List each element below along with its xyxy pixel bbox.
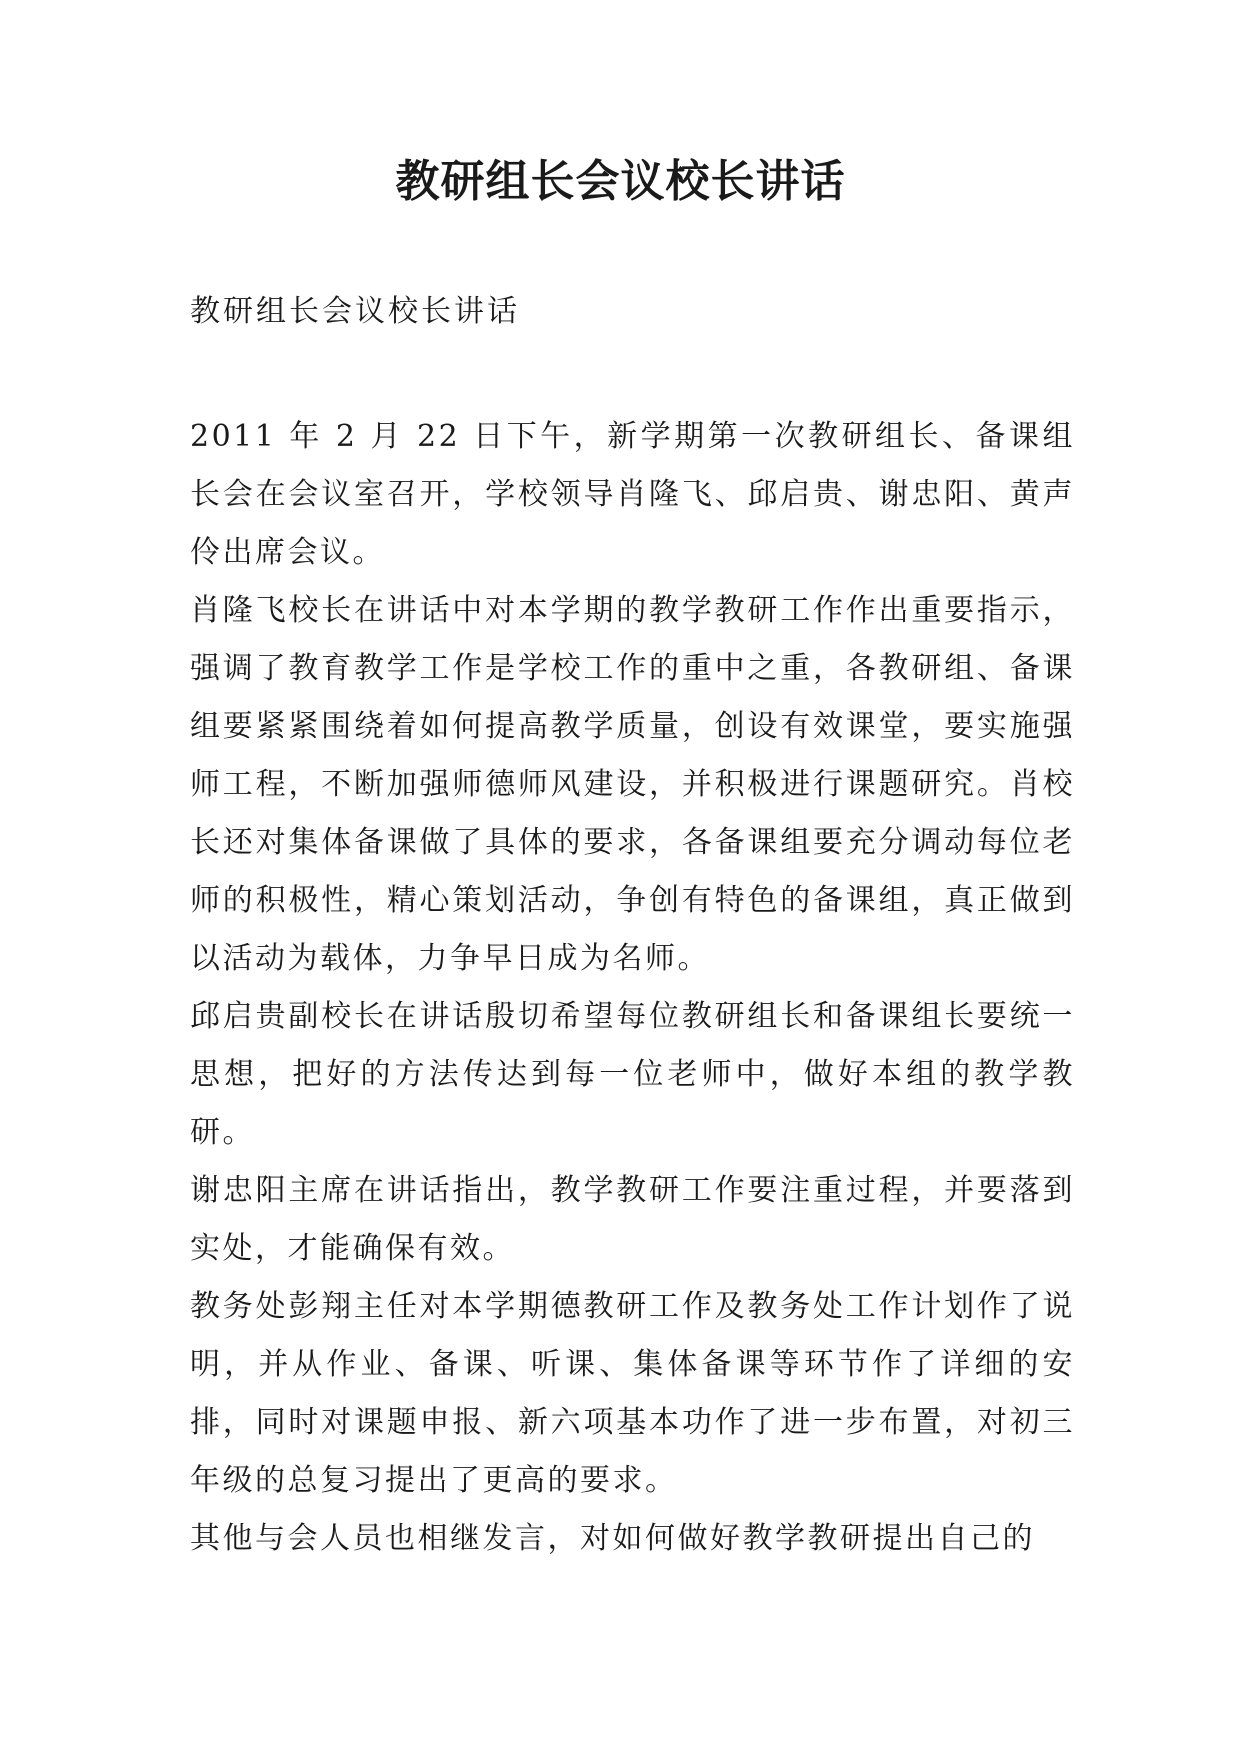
paragraph-academic-affairs: 教务处彭翔主任对本学期德教研工作及教务处工作计划作了说明，并从作业、备课、听课、集体备课等环节作了详细的安排，同时对课题申报、新六项基本功作了进一步布置，对初三年级的总复习提出了更高的要求。 [190,1289,1075,1498]
paragraph-chairman-speech: 谢忠阳主席在讲话指出，教学教研工作要注重过程，并要落到实处，才能确保有效。 [190,1173,1075,1266]
paragraph-vice-principal-speech: 邱启贵副校长在讲话殷切希望每位教研组长和备课组长要统一思想，把好的方法传达到每一位老师中，做好本组的教学教研。 [190,999,1075,1150]
document-title: 教研组长会议校长讲话 [395,156,846,207]
document-subtitle: 教研组长会议校长讲话 [190,294,520,329]
document-body [190,408,1075,1568]
paragraph-principal-speech: 肖隆飞校长在讲话中对本学期的教学教研工作作出重要指示，强调了教育教学工作是学校工作的重中之重，各教研组、备课组要紧紧围绕着如何提高教学质量，创设有效课堂，要实施强师工程，不断加强师德师风建设，并积极进行课题研究。肖校长还对集体备课做了具体的要求，各备课组要充分调动每位老师的积极性，精心策划活动，争创有特色的备课组，真正做到以活动为载体，力争早日成为名师。 [190,593,1075,976]
paragraph-other-attendees: 其他与会人员也相继发言，对如何做好教学教研提出自己的 [190,1521,1035,1556]
paragraph-meeting-intro: 2011 年 2 月 22 日下午，新学期第一次教研组长、备课组长会在会议室召开，学校领导肖隆飞、邱启贵、谢忠阳、黄声伶出席会议。 [190,419,1075,570]
